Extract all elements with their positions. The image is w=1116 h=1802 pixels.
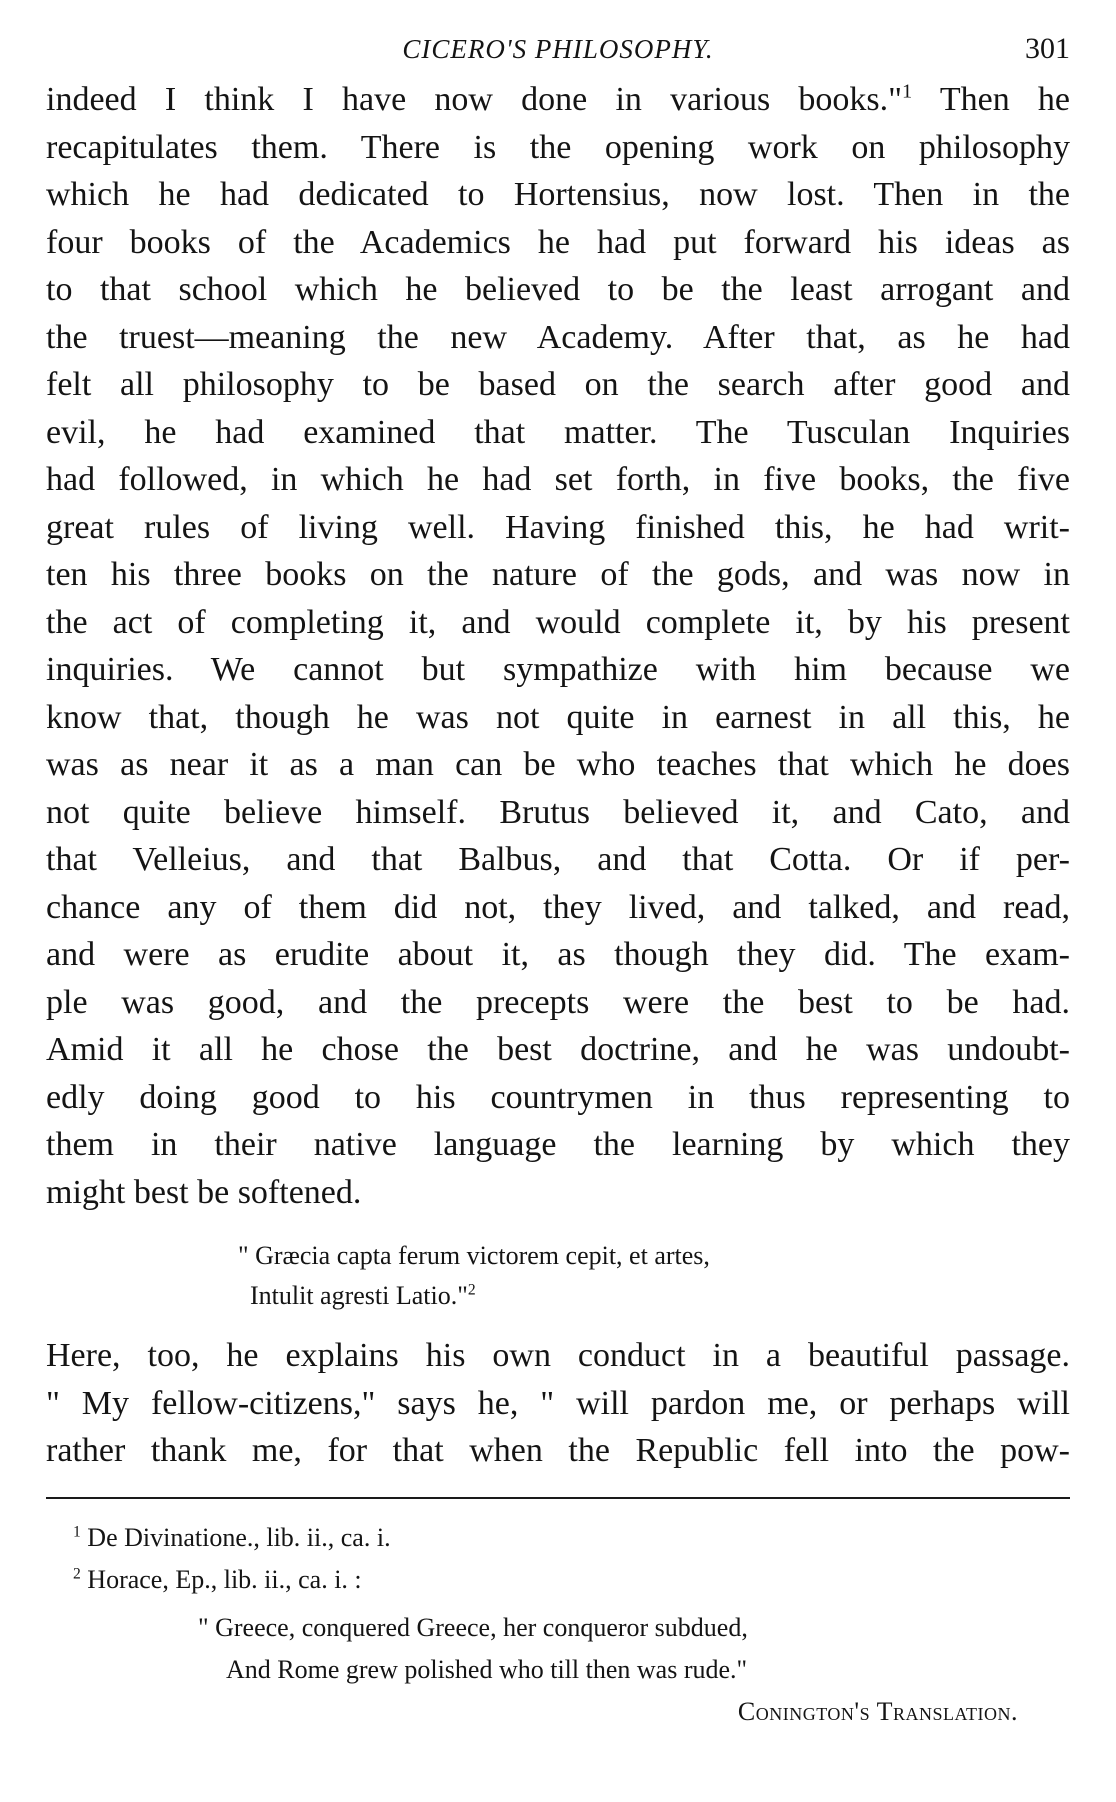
footnote-marker-1: 1 — [73, 1522, 81, 1540]
page-number: 301 — [1025, 32, 1070, 65]
running-head — [46, 24, 1070, 76]
book-page — [46, 24, 1070, 1733]
footnote-marker-2: 2 — [73, 1564, 81, 1582]
footnote-ref-2: 2 — [467, 1281, 476, 1299]
body-line: inquiries. We cannot but sympathize with him because we — [46, 651, 1070, 688]
body-line: Here, too, he explains his own conduct in a beautiful passage. — [46, 1337, 1070, 1374]
body-line: them in their native language the learning by which they — [46, 1126, 1070, 1163]
body-line: evil, he had examined that matter. The Tusculan Inquiries — [46, 413, 1070, 451]
body-line: the truest—meaning the new Academy. After that, as he had — [46, 318, 1070, 356]
body-line: ple was good, and the precepts were the best to be had. — [46, 983, 1070, 1021]
footnote-2: $^2$ Horace, Ep., lib. ii., ca. i. : — [73, 1564, 362, 1594]
footnote-verse-line-1: " Greece, conquered Greece, her conqueror subdued, — [198, 1612, 748, 1642]
footnote-verse — [46, 1607, 1070, 1691]
body-line: great rules of living well. Having finished this, he had writ- — [46, 508, 1070, 546]
body-line: ten his three books on the nature of the gods, and was now in — [46, 556, 1070, 593]
body-line: know that, though he was not quite in earnest in all this, he — [46, 698, 1070, 736]
body-line: indeed I think I have now done in various books."$^1$ Then he — [46, 80, 1071, 118]
body-paragraph-1 — [46, 76, 1070, 1216]
body-paragraph-2 — [46, 1332, 1070, 1475]
footnote-ref-1: 1 — [902, 80, 913, 103]
verse-quotation — [46, 1236, 1070, 1316]
body-line: the act of completing it, and would complete it, by his present — [46, 603, 1070, 641]
body-line: and were as erudite about it, as though they did. The exam- — [46, 936, 1070, 973]
body-line: which he had dedicated to Hortensius, now lost. Then in the — [46, 176, 1070, 213]
body-line: not quite believe himself. Brutus believed it, and Cato, and — [46, 793, 1070, 831]
footnotes — [46, 1517, 1070, 1733]
body-line: felt all philosophy to be based on the search after good and — [46, 366, 1070, 403]
footnote-rule — [46, 1497, 1070, 1499]
body-line: to that school which he believed to be the least arrogant and — [46, 271, 1070, 308]
body-line: four books of the Academics he had put forward his ideas as — [46, 223, 1070, 261]
verse-line-1: " Græcia capta ferum victorem cepit, et artes, — [238, 1241, 710, 1270]
body-line: chance any of them did not, they lived, and talked, and read, — [46, 888, 1070, 926]
footnote-1: $^1$ De Divinatione., lib. ii., ca. i. — [73, 1522, 391, 1552]
running-title: CICERO'S PHILOSOPHY. — [402, 34, 714, 64]
body-line: was as near it as a man can be who teaches that which he does — [46, 746, 1070, 783]
body-line: edly doing good to his countrymen in thus representing to — [46, 1078, 1070, 1116]
body-line: " My fellow-citizens," says he, " will pardon me, or perhaps will — [46, 1384, 1070, 1422]
body-line: might best be softened. — [46, 1173, 362, 1211]
body-line: Amid it all he chose the best doctrine, and he was undoubt- — [46, 1031, 1070, 1068]
verse-line-2: Intulit agresti Latio."$^2$ — [250, 1281, 476, 1310]
footnote-verse-line-2: And Rome grew polished who till then was rude." — [226, 1654, 748, 1684]
body-line: had followed, in which he had set forth, in five books, the five — [46, 461, 1070, 498]
body-line: rather thank me, for that when the Republic fell into the pow- — [46, 1432, 1070, 1469]
body-line: that Velleius, and that Balbus, and that Cotta. Or if per- — [46, 841, 1070, 878]
body-line: recapitulates them. There is the opening work on philosophy — [46, 128, 1070, 166]
translation-attribution: Conington's Translation. — [737, 1696, 1018, 1726]
